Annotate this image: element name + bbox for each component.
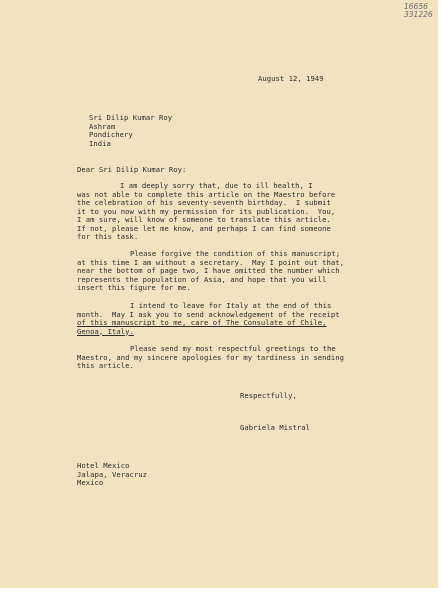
archive-number-1: 16656 xyxy=(404,2,428,11)
paragraph4-line: Please send my most respectful greetings to the xyxy=(130,344,336,353)
paragraph1-line: for this task. xyxy=(77,232,139,241)
recipient-line-2: Ashram xyxy=(89,121,116,131)
paragraph4-line: Maestro, and my sincere apologies for my tardiness in sending xyxy=(77,352,345,362)
recipient-line-4: India xyxy=(89,138,111,148)
page-margin xyxy=(0,588,441,600)
paragraph1-line: I am sure, will know of someone to translate this article. xyxy=(77,215,331,224)
paragraph2-line: Please forgive the condition of this manuscript; xyxy=(130,249,341,258)
paragraph3-line: of this manuscript to me, care of The Consulate of Chile, xyxy=(77,318,327,327)
paragraph3-line: Genoa, Italy. xyxy=(77,326,134,336)
paragraph1-line: I am deeply sorry that, due to ill health, I xyxy=(120,181,313,190)
paragraph2-line: near the bottom of page two, I have omitted the number which xyxy=(77,266,340,275)
signature-name: Gabriela Mistral xyxy=(240,423,311,432)
paragraph1-line: was not able to complete this article on the Maestro before xyxy=(77,189,336,199)
archive-annotation xyxy=(404,3,433,19)
sender-address-line: Hotel Mexico xyxy=(77,461,130,470)
recipient-name: Sri Dilip Kumar Roy xyxy=(89,113,173,122)
paragraph2-line: represents the population of Asia, and hope that you will xyxy=(77,274,327,284)
sender-address-line: Mexico xyxy=(77,478,104,487)
paragraph3-line: I intend to leave for Italy at the end of this xyxy=(130,301,332,310)
paragraph3-line: month. May I ask you to send acknowledgement of the receipt xyxy=(77,309,340,319)
archive-number-2: 331226 xyxy=(404,10,433,19)
salutation: Dear Sri Dilip Kumar Roy: xyxy=(77,165,187,174)
letter-date: August 12, 1949 xyxy=(258,74,324,83)
paragraph1-line: it to you now with my permission for its publication. You, xyxy=(77,206,336,216)
paragraph2-line: at this time I am without a secretary. May I point out that, xyxy=(77,257,345,267)
recipient-line-3: Pondichery xyxy=(89,130,133,139)
paragraph2-line: insert this figure for me. xyxy=(77,283,191,292)
sender-address-line: Jalapa, Veracruz xyxy=(77,469,148,479)
closing: Respectfully, xyxy=(240,391,297,400)
paragraph1-line: If not, please let me know, and perhaps I can find someone xyxy=(77,223,331,233)
paragraph1-line: the celebration of his seventy-seventh birthday. I submit xyxy=(77,198,331,207)
paragraph4-line: this article. xyxy=(77,361,134,370)
